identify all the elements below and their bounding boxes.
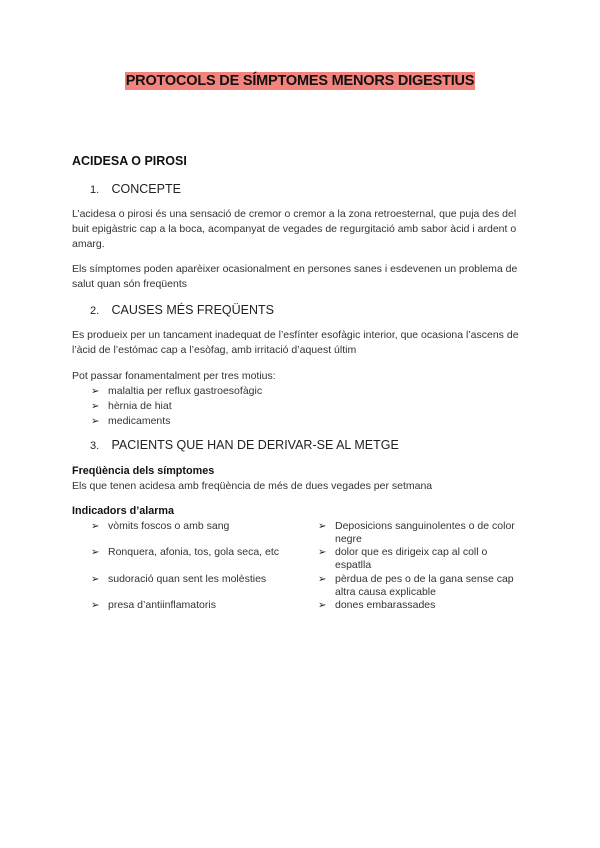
causes-paragraph: Es produeix per un tancament inadequat de l’esfínter esofàgic interior, que ocasiona l’ascens de l’àcid de l’estómac cap a l’esòfag, amb irritació d’aquest últim: [72, 329, 519, 356]
list-item: ➢ dolor que es dirigeix cap al coll o espatlla: [318, 546, 488, 571]
list-item: ➢ Deposicions sanguinolentes o de color negre: [318, 520, 515, 545]
arrow-bullet-icon: ➢: [318, 574, 327, 585]
frequency-title: Freqüència dels símptomes: [72, 465, 215, 477]
list-item: ➢ presa d’antiinflamatoris: [91, 599, 216, 611]
arrow-bullet-icon: ➢: [318, 521, 327, 532]
list-item: ➢ pèrdua de pes o de la gana sense cap altra causa explicable: [318, 573, 514, 598]
point-label: CAUSES MÉS FREQÜENTS: [111, 303, 275, 317]
list-item: ➢ vòmits foscos o amb sang: [91, 520, 230, 532]
point-concept-heading: [90, 182, 181, 196]
arrow-bullet-icon: ➢: [318, 547, 327, 558]
list-item: ➢ sudoració quan sent les molèsties: [91, 573, 267, 585]
list-item: ➢ hèrnia de hiat: [91, 400, 172, 412]
section-heading: ACIDESA O PIROSI: [72, 154, 187, 168]
point-causes-heading: [90, 303, 274, 317]
point-number: 3.: [90, 440, 100, 452]
list-item: ➢ Ronquera, afonia, tos, gola seca, etc: [91, 546, 280, 558]
arrow-bullet-icon: ➢: [91, 401, 100, 412]
point-label: PACIENTS QUE HAN DE DERIVAR-SE AL METGE: [111, 438, 399, 452]
point-label: CONCEPTE: [111, 182, 181, 196]
arrow-bullet-icon: ➢: [91, 547, 100, 558]
document-title: [0, 72, 600, 90]
point-patients-heading: [90, 438, 399, 452]
concept-paragraph-2: Els símptomes poden aparèixer ocasionalment en persones sanes i esdevenen un problema de salut quan són freqüents: [72, 263, 518, 290]
arrow-bullet-icon: ➢: [91, 386, 100, 397]
arrow-bullet-icon: ➢: [91, 600, 100, 611]
list-item: ➢ malaltia per reflux gastroesofàgic: [91, 385, 263, 397]
frequency-text: Els que tenen acidesa amb freqüència de més de dues vegades per setmana: [72, 480, 433, 492]
arrow-bullet-icon: ➢: [318, 600, 327, 611]
point-number: 1.: [90, 184, 100, 196]
list-item: ➢ dones embarassades: [318, 599, 436, 611]
concept-paragraph-1: L’acidesa o pirosi és una sensació de cremor o cremor a la zona retroesternal, que puja des del buit epigàstric cap a la boca, acompanyat de vegades de regurgitació amb sabor àcid i ardent o amarg.: [72, 208, 517, 250]
causes-intro: Pot passar fonamentalment per tres motius:: [72, 370, 276, 382]
arrow-bullet-icon: ➢: [91, 574, 100, 585]
causes-list: [91, 384, 262, 429]
list-item: ➢ medicaments: [91, 415, 171, 427]
arrow-bullet-icon: ➢: [91, 416, 100, 427]
arrow-bullet-icon: ➢: [91, 521, 100, 532]
point-number: 2.: [90, 305, 100, 317]
alarm-title: Indicadors d’alarma: [72, 505, 175, 517]
document-title-text: PROTOCOLS DE SÍMPTOMES MENORS DIGESTIUS: [125, 73, 475, 89]
